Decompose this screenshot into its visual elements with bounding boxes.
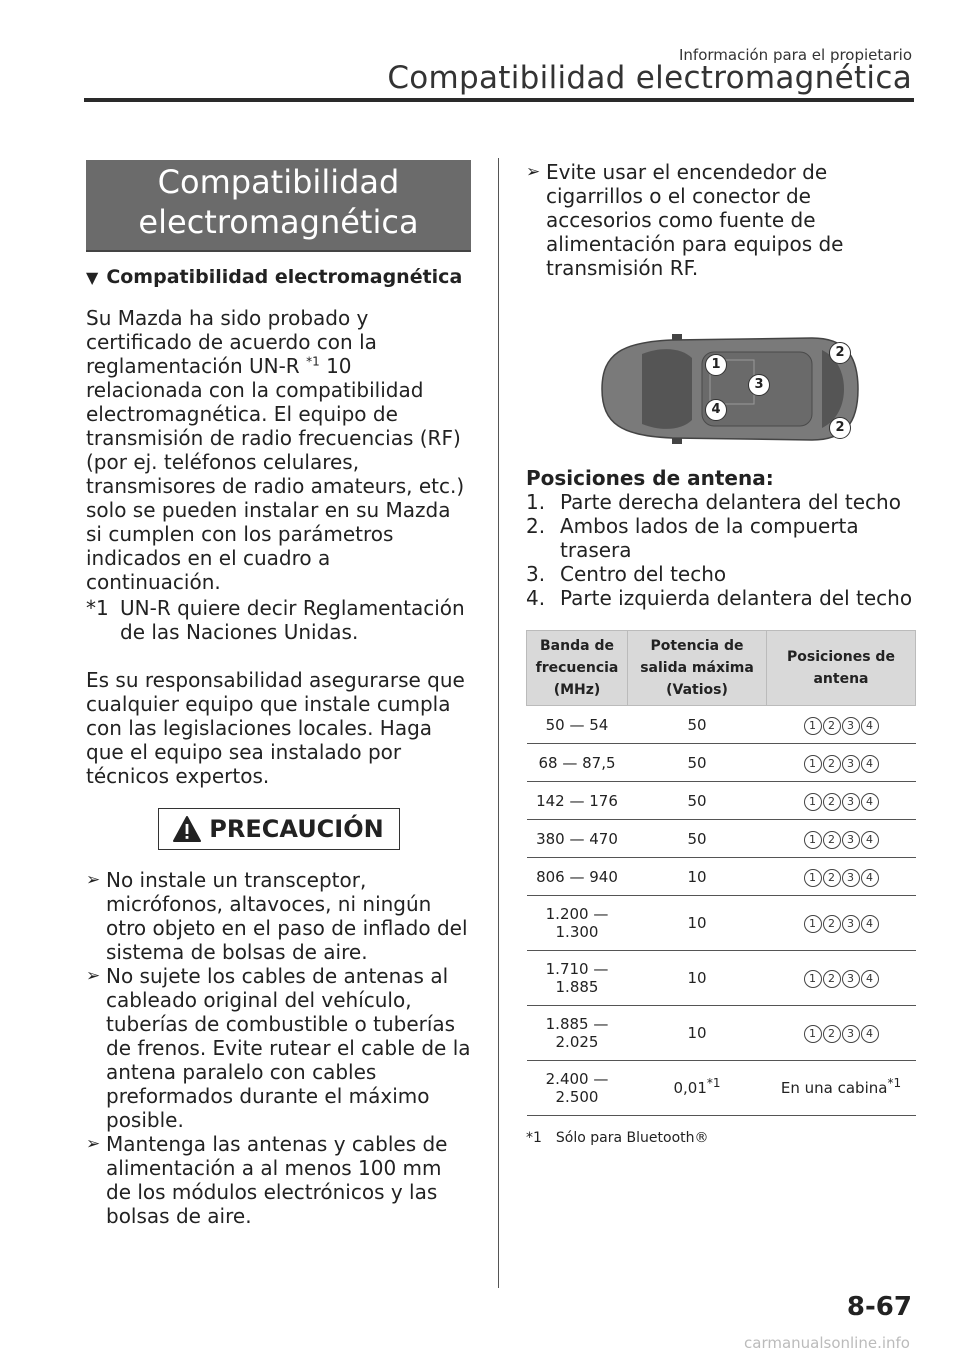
position-circle: 4 <box>861 717 879 735</box>
table-header-band: Banda de frecuencia (MHz) <box>527 631 628 706</box>
position-circles <box>804 915 879 933</box>
list-text: Ambos lados de la compuerta trasera <box>560 514 859 562</box>
cell-positions <box>767 1006 916 1061</box>
position-circle: 2 <box>823 869 841 887</box>
position-circle: 3 <box>842 755 860 773</box>
spec-table <box>526 630 916 1116</box>
rf-bullet <box>526 160 916 280</box>
table-row <box>527 951 916 1006</box>
rf-bullet-text: Evite usar el encendedor de cigarrillos o el conector de accesorios como fuente de alimentación para equipos de transmisión RF. <box>546 160 844 280</box>
caution-bullet-text: No instale un transceptor, micrófonos, altavoces, ni ningún otro objeto en el paso de inflado del sistema de bolsas de aire. <box>106 868 468 964</box>
cell-power <box>628 706 767 744</box>
responsibility-paragraph: Es su responsabilidad asegurarse que cualquier equipo que instale cumpla con las legislaciones locales. Haga que el equipo sea instalado por técnicos expertos. <box>86 668 465 788</box>
column-divider <box>498 158 499 1288</box>
cell-power <box>628 1006 767 1061</box>
power-value: 10 <box>687 914 707 932</box>
power-value: 10 <box>687 1024 707 1042</box>
caution-bullet <box>86 964 471 1132</box>
position-circle: 4 <box>861 869 879 887</box>
position-circle: 4 <box>861 970 879 988</box>
cell-positions <box>767 1061 916 1116</box>
warning-triangle-icon <box>173 816 201 842</box>
table-header-power: Potencia de salida máxima (Vatios) <box>628 631 767 706</box>
section-title-line1: Compatibilidad <box>157 163 400 201</box>
list-number: 4. <box>526 586 546 610</box>
cell-band: 2.400 — 2.500 <box>527 1061 628 1116</box>
position-circle: 2 <box>823 793 841 811</box>
position-circles <box>804 831 879 849</box>
caution-bullet-text: Mantenga las antenas y cables de alimentación a al menos 100 mm de los módulos electrónicos y las bolsas de aire. <box>106 1132 448 1228</box>
header-chapter: Compatibilidad electromagnética <box>387 60 912 96</box>
cell-band: 142 — 176 <box>527 782 628 820</box>
list-number: 2. <box>526 514 546 538</box>
position-circle: 3 <box>842 970 860 988</box>
diagram-label: 2 <box>829 417 851 439</box>
position-circle: 3 <box>842 717 860 735</box>
position-footnote-ref: *1 <box>887 1076 902 1090</box>
position-circle: 1 <box>804 755 822 773</box>
table-footnote-text: Sólo para Bluetooth® <box>555 1130 709 1146</box>
subheading-text: Compatibilidad electromagnética <box>106 266 463 288</box>
caution-bullet <box>86 868 471 964</box>
position-circle: 4 <box>861 915 879 933</box>
diagram-label: 4 <box>705 399 727 421</box>
list-item <box>526 514 916 562</box>
position-circle: 1 <box>804 1025 822 1043</box>
caution-bullets <box>86 868 471 1228</box>
caution-box <box>158 808 400 850</box>
cell-positions <box>767 706 916 744</box>
header-rule <box>84 98 914 102</box>
position-circles <box>804 755 879 773</box>
diagram-label: 3 <box>748 374 770 396</box>
cell-positions <box>767 820 916 858</box>
power-footnote-ref: *1 <box>706 1076 721 1090</box>
cell-band: 68 — 87,5 <box>527 744 628 782</box>
intro-text-b: 10 relacionada con la compatibilidad electromagnética. El equipo de transmisión de radio frecuencias (RF) (por ej. teléfonos celulares, transmisores de radio amateurs, etc.) solo se pueden instalar en su Mazda si cumplen con los parámetros indicados en el cuadro a continuación. <box>86 354 465 594</box>
arrow-right-icon: ➢ <box>86 1134 101 1154</box>
position-circle: 4 <box>861 793 879 811</box>
position-circle: 1 <box>804 793 822 811</box>
diagram-label: 1 <box>705 354 727 376</box>
table-row <box>527 1006 916 1061</box>
arrow-right-icon: ➢ <box>526 162 541 182</box>
position-circle: 3 <box>842 869 860 887</box>
position-circle: 3 <box>842 1025 860 1043</box>
table-row <box>527 820 916 858</box>
antenna-positions-list <box>526 490 916 610</box>
diagram-label: 2 <box>829 342 851 364</box>
position-circle: 3 <box>842 915 860 933</box>
position-circle: 2 <box>823 717 841 735</box>
right-column <box>526 160 916 1146</box>
position-circle: 2 <box>823 970 841 988</box>
cell-power <box>628 744 767 782</box>
section-title-line2: electromagnética <box>138 203 419 241</box>
list-number: 1. <box>526 490 546 514</box>
section-title-box <box>86 160 471 252</box>
list-item <box>526 586 916 610</box>
list-text: Parte izquierda delantera del techo <box>560 586 913 610</box>
arrow-right-icon: ➢ <box>86 966 101 986</box>
watermark: carmanualsonline.info <box>744 1334 910 1352</box>
left-column <box>86 160 471 1228</box>
caution-bullet <box>86 1132 471 1228</box>
power-value: 50 <box>687 715 707 734</box>
cell-positions <box>767 744 916 782</box>
position-circles <box>804 717 879 735</box>
position-circle: 1 <box>804 915 822 933</box>
cell-band: 1.710 — 1.885 <box>527 951 628 1006</box>
power-value: 50 <box>687 829 707 848</box>
power-value: 10 <box>687 969 707 987</box>
cell-positions <box>767 896 916 951</box>
table-row <box>527 744 916 782</box>
cell-band: 1.200 — 1.300 <box>527 896 628 951</box>
cell-band: 50 — 54 <box>527 706 628 744</box>
table-footnote-mark: *1 <box>526 1130 542 1146</box>
list-text: Parte derecha delantera del techo <box>560 490 901 514</box>
footnote-mark: *1 <box>86 596 109 620</box>
cell-band: 806 — 940 <box>527 858 628 896</box>
table-footnote <box>526 1130 916 1146</box>
cell-power <box>628 896 767 951</box>
cell-positions <box>767 782 916 820</box>
table-header-positions: Posiciones de antena <box>767 631 916 706</box>
position-circles <box>804 869 879 887</box>
table-row <box>527 896 916 951</box>
cell-band: 380 — 470 <box>527 820 628 858</box>
intro-paragraph <box>86 306 471 594</box>
power-value: 0,01 <box>673 1079 707 1097</box>
triangle-down-icon: ▼ <box>86 267 99 287</box>
power-value: 50 <box>687 753 707 772</box>
cell-power <box>628 820 767 858</box>
position-circle: 3 <box>842 793 860 811</box>
position-circle: 4 <box>861 831 879 849</box>
footnote-text: UN-R quiere decir Reglamentación de las Naciones Unidas. <box>120 596 465 644</box>
table-row <box>527 782 916 820</box>
cell-positions <box>767 858 916 896</box>
subheading <box>86 266 471 288</box>
position-circle: 2 <box>823 831 841 849</box>
list-number: 3. <box>526 562 546 586</box>
table-row <box>527 858 916 896</box>
position-circle: 1 <box>804 831 822 849</box>
position-circle: 2 <box>823 755 841 773</box>
position-circle: 4 <box>861 1025 879 1043</box>
position-circle: 4 <box>861 755 879 773</box>
car-top-view-icon <box>582 324 862 454</box>
header-section: Información para el propietario <box>678 46 912 64</box>
list-item <box>526 562 916 586</box>
intro-footnote-ref: *1 <box>306 354 320 369</box>
cell-power <box>628 858 767 896</box>
table-row <box>527 1061 916 1116</box>
power-value: 50 <box>687 791 707 810</box>
cell-band: 1.885 — 2.025 <box>527 1006 628 1061</box>
arrow-right-icon: ➢ <box>86 870 101 890</box>
page-number: 8-67 <box>846 1292 912 1322</box>
cell-power <box>628 782 767 820</box>
position-circle: 1 <box>804 717 822 735</box>
position-circle: 2 <box>823 1025 841 1043</box>
footnote <box>86 596 471 644</box>
cell-power <box>628 1061 767 1116</box>
position-circle: 1 <box>804 869 822 887</box>
caution-bullet-text: No sujete los cables de antenas al cableado original del vehículo, tuberías de combustible o tuberías de frenos. Evite rutear el cable de la antena paralelo con cables preformados durante el máximo posible. <box>106 964 471 1132</box>
position-circle: 1 <box>804 970 822 988</box>
caution-label: PRECAUCIÓN <box>209 815 384 843</box>
table-header-row <box>527 631 916 706</box>
cell-positions <box>767 951 916 1006</box>
list-item <box>526 490 916 514</box>
position-circle: 3 <box>842 831 860 849</box>
position-circle: 2 <box>823 915 841 933</box>
position-text: En una cabina <box>780 1079 888 1097</box>
list-text: Centro del techo <box>560 562 727 586</box>
cell-power <box>628 951 767 1006</box>
position-circles <box>804 1025 879 1043</box>
table-row <box>527 706 916 744</box>
antenna-positions-title: Posiciones de antena: <box>526 466 774 490</box>
position-circles <box>804 970 879 988</box>
intro-text-a: Su Mazda ha sido probado y certificado de acuerdo con la reglamentación UN-R <box>86 306 377 378</box>
position-circles <box>804 793 879 811</box>
power-value: 10 <box>687 867 707 886</box>
car-antenna-diagram <box>582 324 862 454</box>
